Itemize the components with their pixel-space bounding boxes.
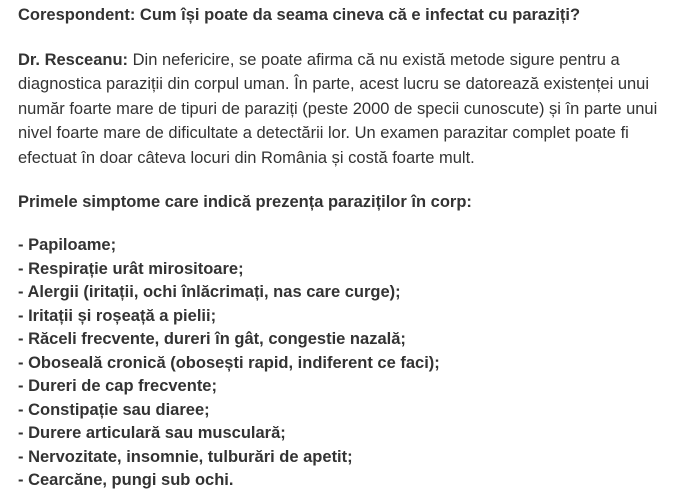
list-item: - Alergii (iritații, ochi înlăcrimați, nas care curge);	[18, 283, 401, 302]
symptoms-list	[18, 234, 692, 493]
list-item: - Iritații și roșeață a pielii;	[18, 306, 217, 325]
list-item: - Constipație sau diaree;	[18, 400, 210, 419]
answer-text: Din nefericire, se poate afirma că nu există metode sigure pentru a diagnostica paraziții din corpul uman. În parte, acest lucru se datorează existenței unui număr foarte mare de tipuri de paraziți (peste 2000 de specii cunoscute) și în parte unui nivel foarte mare de dificultate a detectării lor. Un examen parazitar complet poate fi efectuat în doar câteva locuri din România și costă foarte mult.	[18, 51, 658, 167]
interview-answer	[18, 48, 692, 170]
answer-speaker: Dr. Resceanu:	[18, 51, 129, 69]
list-item: - Nervozitate, insomnie, tulburări de apetit;	[18, 447, 353, 466]
list-item: - Oboseală cronică (obosești rapid, indiferent ce faci);	[18, 353, 440, 372]
interview-question: Corespondent: Cum își poate da seama cineva că e infectat cu paraziți?	[18, 6, 581, 24]
list-item: - Papiloame;	[18, 236, 117, 255]
list-item: - Cearcăne, pungi sub ochi.	[18, 471, 234, 490]
list-item: - Răceli frecvente, dureri în gât, congestie nazală;	[18, 330, 406, 349]
list-item: - Durere articulară sau musculară;	[18, 424, 286, 443]
list-item: - Respirație urât mirositoare;	[18, 259, 244, 278]
symptoms-heading: Primele simptome care indică prezența paraziților în corp:	[18, 193, 472, 212]
list-item: - Dureri de cap frecvente;	[18, 377, 217, 396]
